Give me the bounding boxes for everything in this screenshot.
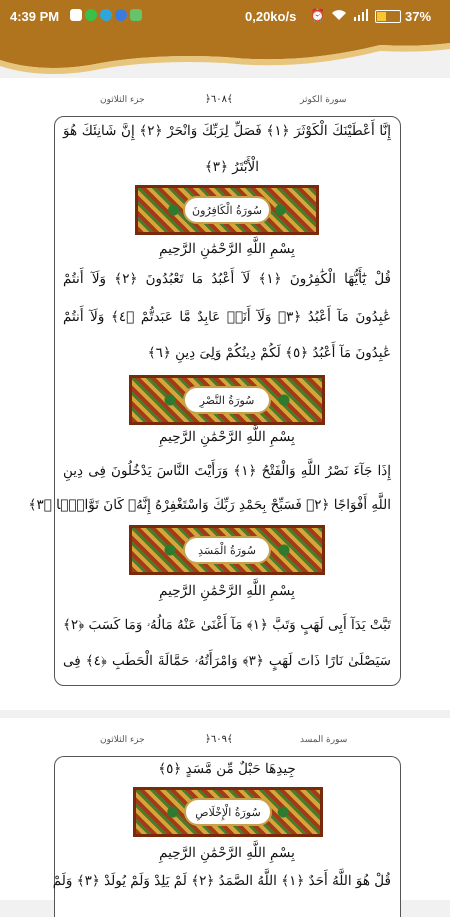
surah-title: سُورَةُ الْإِخْلَاصِ: [184, 798, 272, 826]
surah-label: سورة المسد: [300, 735, 348, 745]
surah-banner-masad: [129, 525, 325, 575]
battery-percent: 37%: [405, 9, 432, 24]
juz-label: جزء الثلاثون: [100, 95, 145, 105]
verse-line: سَيَصْلَىٰ نَارًا ذَاتَ لَهَبٍ ﴿٣﴾ وَامْرَأَتُهُۥ حَمَّالَةَ الْحَطَبِ ﴿٤﴾ فِى: [63, 653, 391, 669]
page-header-2: [0, 730, 450, 750]
surah-title: سُورَةُ الْكَافِرُونَ: [183, 196, 271, 224]
verse-line: عَٰبِدُونَ مَآ أَعْبُدُ ﴿٣﴾ وَلَآ أَنَا۠ عَابِدٌ مَّا عَبَدتُّمْ ﴿٤﴾ وَلَآ أَنتُمْ: [63, 309, 391, 325]
surah-banner-kafirun: [135, 185, 319, 235]
verse-line: إِذَا جَآءَ نَصْرُ اللَّهِ وَالْفَتْحُ ﴿١﴾ وَرَأَيْتَ النَّاسَ يَدْخُلُونَ فِى دِينِ: [63, 463, 391, 479]
verse-line: قُلْ يَٰٓأَيُّهَا الْكَٰفِرُونَ ﴿١﴾ لَآ أَعْبُدُ مَا تَعْبُدُونَ ﴿٢﴾ وَلَآ أَنتُمْ: [63, 271, 391, 287]
page-number: ﴿٦٠٩﴾: [205, 734, 233, 745]
surah-title: سُورَةُ الْمَسَدِ: [183, 536, 271, 564]
page-header-1: [0, 90, 450, 110]
basmala: بِسْمِ اللَّهِ الرَّحْمَٰنِ الرَّحِيمِ: [159, 429, 295, 445]
basmala: بِسْمِ اللَّهِ الرَّحْمَٰنِ الرَّحِيمِ: [159, 241, 295, 257]
page-frame-2: [54, 756, 401, 917]
gallery-icon: [70, 9, 82, 21]
battery-icon: [375, 10, 401, 23]
verse-line: جِيدِهَا حَبْلٌ مِّن مَّسَدٍ ﴿٥﴾: [158, 761, 296, 777]
verse-line: عَٰبِدُونَ مَآ أَعْبُدُ ﴿٥﴾ لَكُمْ دِينُكُمْ وَلِىَ دِينِ ﴿٦﴾: [147, 345, 391, 361]
page-frame-1: [28, 116, 401, 686]
basmala: بِسْمِ اللَّهِ الرَّحْمَٰنِ الرَّحِيمِ: [159, 583, 295, 599]
verse-line: إِنَّا أَعْطَيْنَكَ الْكَوْثَرَ ﴿١﴾ فَصَلِّ لِرَبِّكَ وَانْحَرْ ﴿٢﴾ إِنَّ شَانِئَكَ هُوَ: [63, 123, 391, 139]
surah-title: سُورَةُ النَّصْرِ: [183, 386, 271, 414]
basmala: بِسْمِ اللَّهِ الرَّحْمَٰنِ الرَّحِيمِ: [159, 845, 295, 861]
surah-label: سورة الكوثر: [300, 95, 347, 105]
juz-label: جزء الثلاثون: [100, 735, 145, 745]
verse-line: اللَّهِ أَفْوَاجًا ﴿٢﴾ فَسَبِّحْ بِحَمْدِ رَبِّكَ وَاسْتَغْفِرْهُ إِنَّهُۥ كَانَ تَوَّابًۢا ﴿٣﴾: [28, 497, 391, 513]
verse-line: قُلْ هُوَ اللَّهُ أَحَدٌ ﴿١﴾ اللَّهُ الصَّمَدُ ﴿٢﴾ لَمْ يَلِدْ وَلَمْ يُولَدْ ﴿٣﴾ وَلَمْ: [52, 873, 391, 889]
status-bar: [0, 0, 450, 36]
battery-level: [377, 12, 386, 21]
status-time: 4:39 PM: [10, 9, 60, 24]
network-speed: 0,20ko/s: [245, 9, 297, 24]
signal-icon: [353, 9, 369, 21]
verse-line: الْأَبْتَرُ ﴿٣﴾: [204, 159, 259, 175]
header-wave: [0, 35, 450, 75]
verse-line: تَبَّتْ يَدَآ أَبِى لَهَبٍ وَتَبَّ ﴿١﴾ مَآ أَغْنَىٰ عَنْهُ مَالُهُۥ وَمَا كَسَبَ ﴿٢﴾: [63, 617, 392, 633]
surah-banner-ikhlas: [133, 787, 323, 837]
shield-icon: [130, 9, 142, 21]
vpn-icon: [115, 9, 127, 21]
telegram-icon: [100, 9, 112, 21]
surah-banner-nasr: [129, 375, 325, 425]
wifi-icon: [331, 9, 347, 21]
notification-icons: [70, 9, 142, 21]
page-number: ﴿٦٠٨﴾: [205, 94, 233, 105]
whatsapp-icon: [85, 9, 97, 21]
alarm-icon: ⏰: [310, 8, 325, 22]
